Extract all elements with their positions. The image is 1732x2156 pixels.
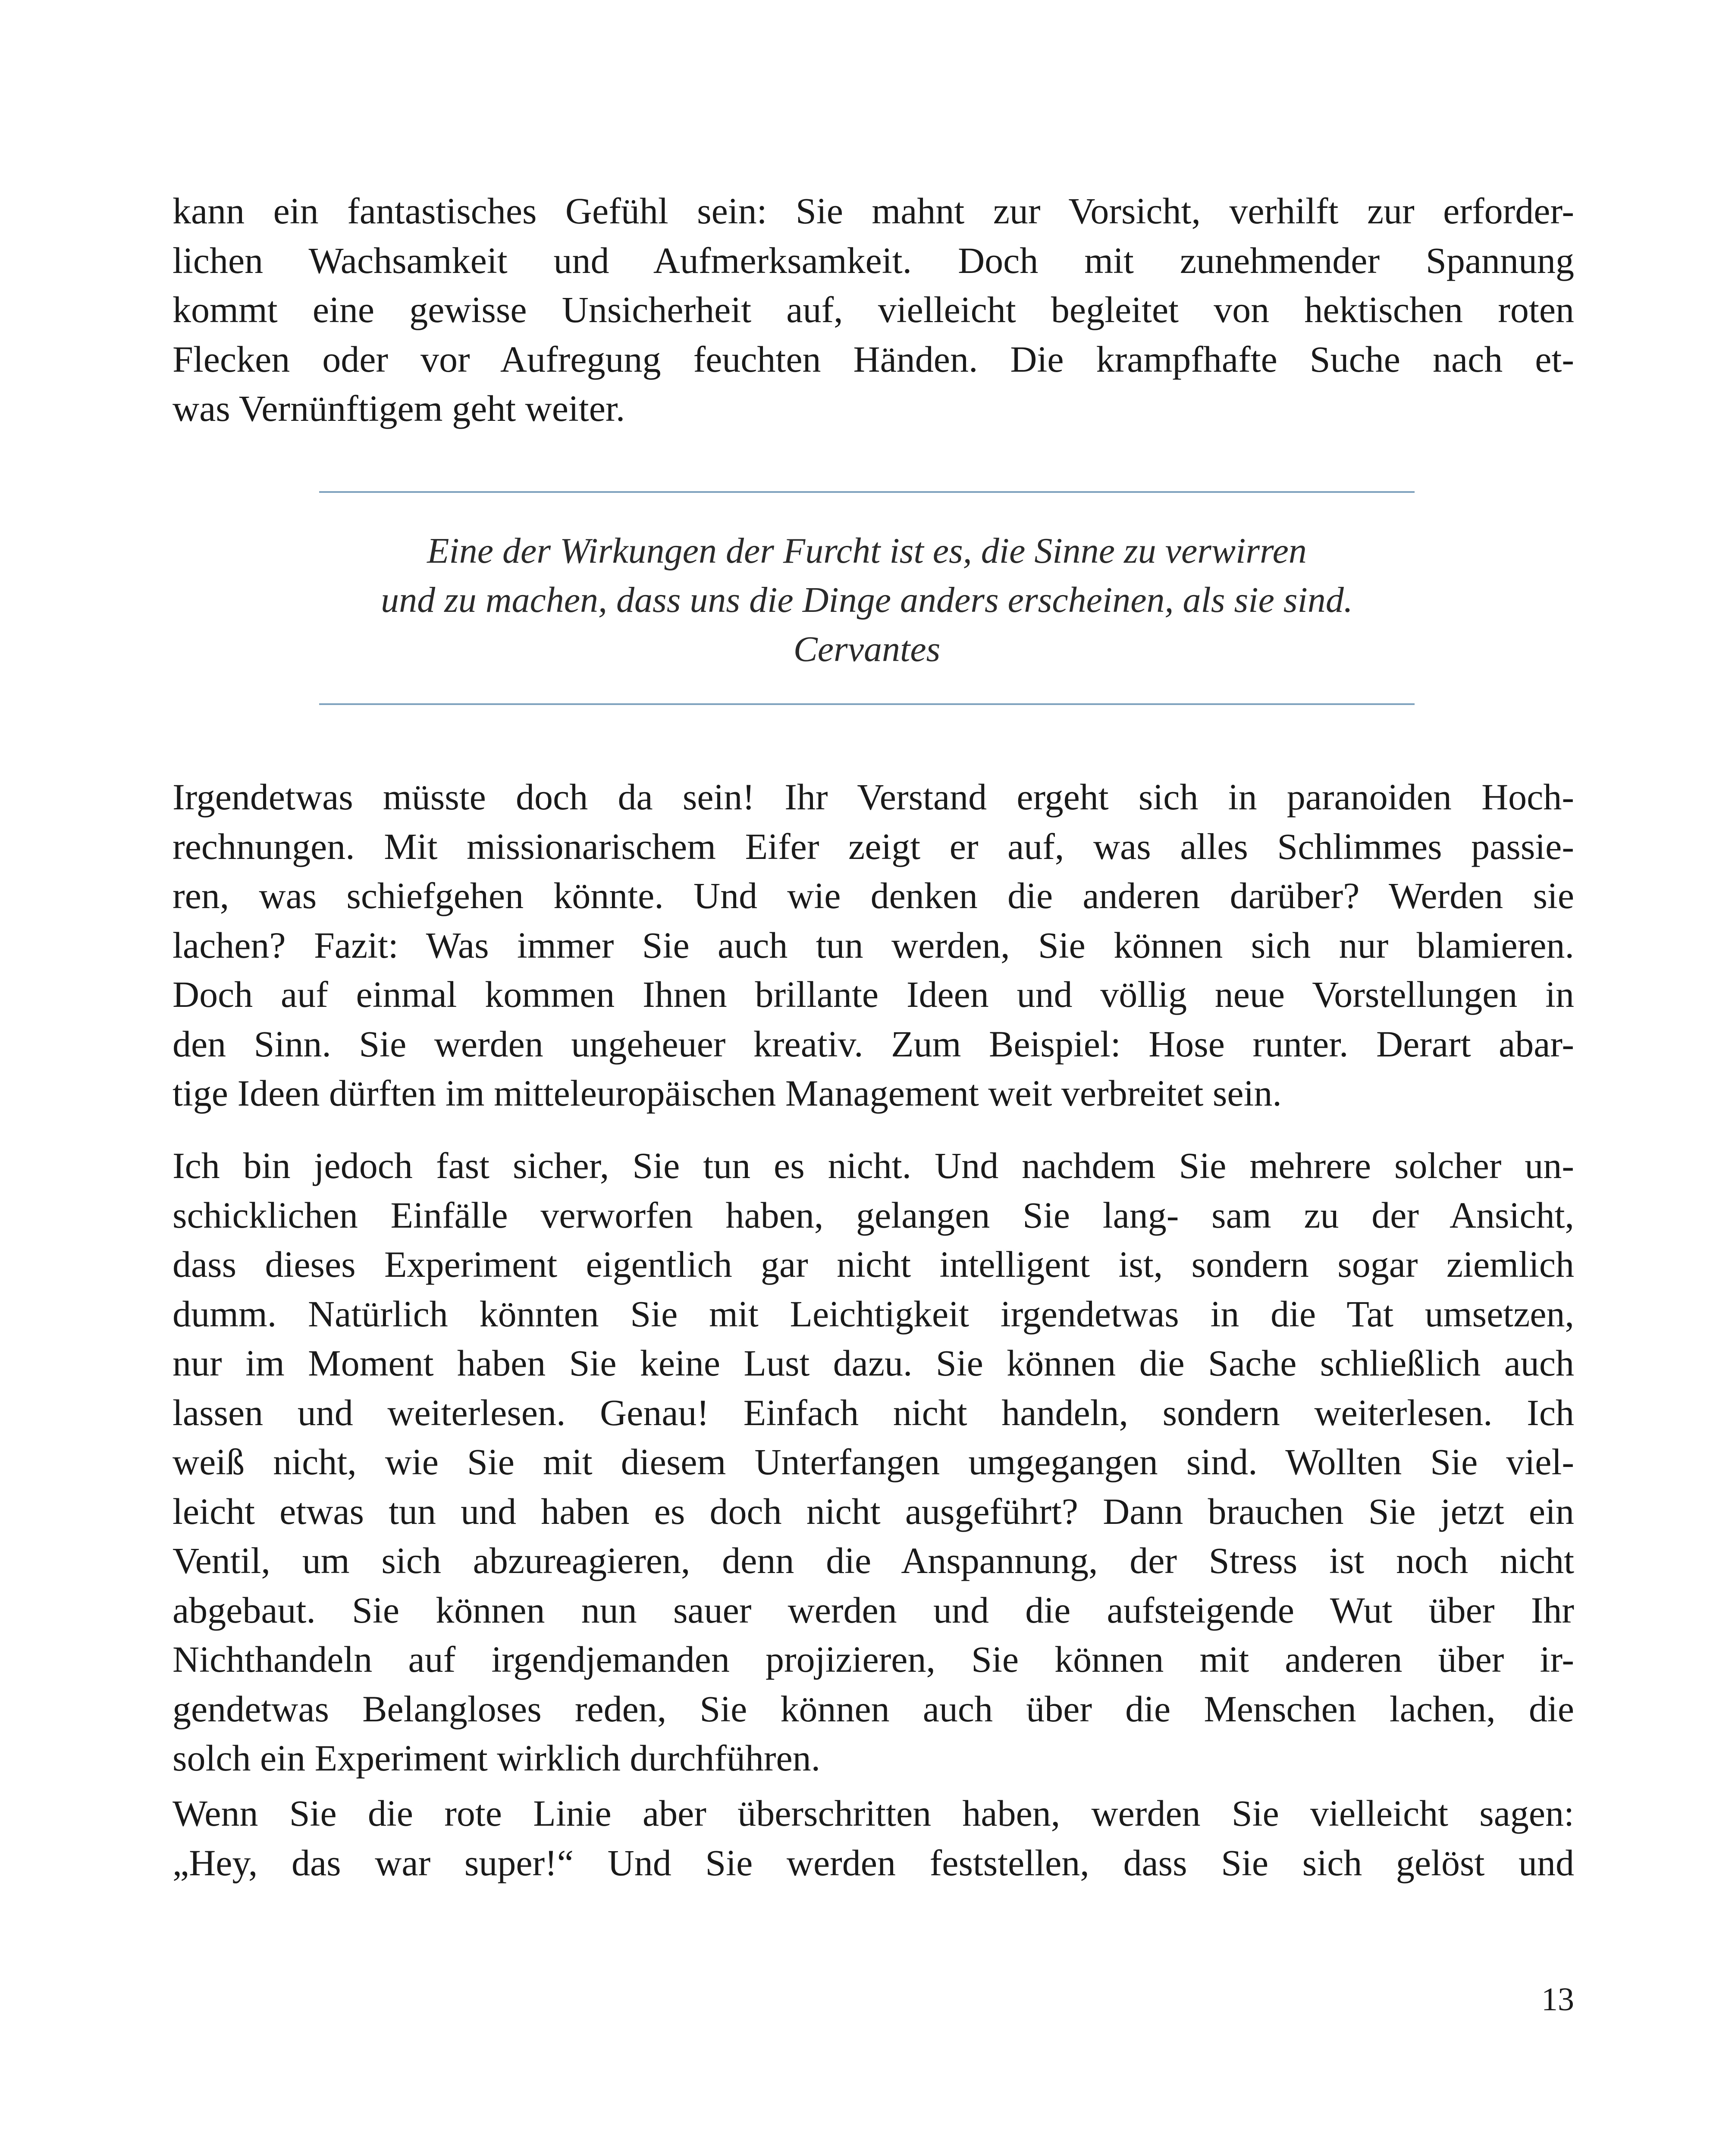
text-line: gendetwas Belangloses reden, Sie können auch über die Menschen lachen, die [173, 1688, 1574, 1730]
text-line: Irgendetwas müsste doch da sein! Ihr Verstand ergeht sich in paranoiden Hoch- [173, 776, 1574, 818]
text-line: lachen? Fazit: Was immer Sie auch tun werden, Sie können sich nur blamieren. [173, 924, 1574, 966]
paragraph-4 [173, 1789, 1574, 1887]
quote-author: Cervantes [793, 629, 941, 669]
page-number: 13 [1541, 1981, 1574, 2018]
text-line: kommt eine gewisse Unsicherheit auf, vielleicht begleitet von hektischen roten [173, 289, 1574, 330]
quote-text [319, 526, 1415, 674]
text-line: Ich bin jedoch fast sicher, Sie tun es nicht. Und nachdem Sie mehrere solcher un- [173, 1145, 1574, 1186]
quote-top-rule [319, 491, 1415, 493]
text-line: rechnungen. Mit missionarischem Eifer zeigt er auf, was alles Schlimmes passie- [173, 825, 1574, 867]
text-line: schicklichen Einfälle verworfen haben, gelangen Sie lang- sam zu der Ansicht, [173, 1194, 1574, 1236]
epigraph-quote [319, 491, 1415, 707]
quote-line: und zu machen, dass uns die Dinge anders erscheinen, als sie sind. [381, 580, 1353, 620]
text-line: „Hey, das war super!“ Und Sie werden feststellen, dass Sie sich gelöst und [173, 1842, 1574, 1883]
text-line: leicht etwas tun und haben es doch nicht ausgeführt? Dann brauchen Sie jetzt ein [173, 1490, 1574, 1532]
text-line: dass dieses Experiment eigentlich gar nicht intelligent ist, sondern sogar ziemlich [173, 1244, 1574, 1285]
text-line: kann ein fantastisches Gefühl sein: Sie mahnt zur Vorsicht, verhilft zur erforder- [173, 190, 1574, 232]
text-line: weiß nicht, wie Sie mit diesem Unterfangen umgegangen sind. Wollten Sie viel- [173, 1441, 1574, 1482]
text-line: solch ein Experiment wirklich durchführen. [173, 1737, 821, 1779]
text-line: Ventil, um sich abzureagieren, denn die Anspannung, der Stress ist noch nicht [173, 1540, 1574, 1581]
text-line: abgebaut. Sie können nun sauer werden und die aufsteigende Wut über Ihr [173, 1589, 1574, 1631]
text-line: Wenn Sie die rote Linie aber überschritten haben, werden Sie vielleicht sagen: [173, 1792, 1574, 1834]
text-line: nur im Moment haben Sie keine Lust dazu. Sie können die Sache schließlich auch [173, 1342, 1574, 1384]
text-line: tige Ideen dürften im mitteleuropäischen Management weit verbreitet sein. [173, 1072, 1282, 1114]
paragraph-1 [173, 186, 1574, 433]
quote-line: Eine der Wirkungen der Furcht ist es, die Sinne zu verwirren [427, 531, 1307, 571]
text-line: Doch auf einmal kommen Ihnen brillante Ideen und völlig neue Vorstellungen in [173, 974, 1574, 1015]
text-line: was Vernünftigem geht weiter. [173, 388, 625, 429]
text-line: ren, was schiefgehen könnte. Und wie denken die anderen darüber? Werden sie [173, 875, 1574, 916]
paragraph-2 [173, 772, 1574, 1118]
text-line: Nichthandeln auf irgendjemanden projizieren, Sie können mit anderen über ir- [173, 1639, 1574, 1680]
quote-bottom-rule [319, 703, 1415, 705]
text-line: Flecken oder vor Aufregung feuchten Händen. Die krampfhafte Suche nach et- [173, 338, 1574, 380]
text-line: dumm. Natürlich könnten Sie mit Leichtigkeit irgendetwas in die Tat umsetzen, [173, 1293, 1574, 1335]
paragraph-3 [173, 1141, 1574, 1783]
text-line: lichen Wachsamkeit und Aufmerksamkeit. Doch mit zunehmender Spannung [173, 239, 1574, 281]
text-line: lassen und weiterlesen. Genau! Einfach nicht handeln, sondern weiterlesen. Ich [173, 1391, 1574, 1433]
text-line: den Sinn. Sie werden ungeheuer kreativ. Zum Beispiel: Hose runter. Derart abar- [173, 1023, 1574, 1065]
